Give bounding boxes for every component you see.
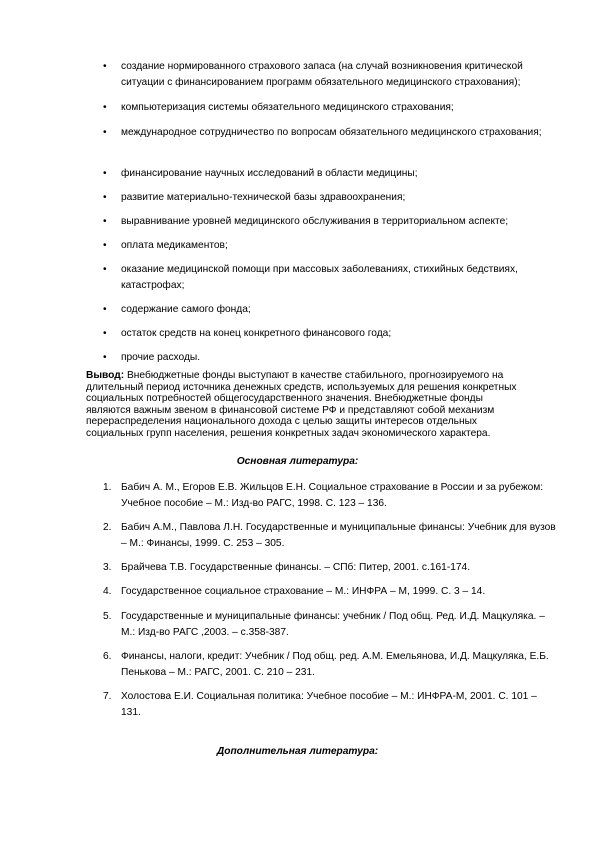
conclusion-paragraph (86, 370, 527, 440)
reference-number: 7. (103, 691, 112, 702)
list-item-text: оказание медицинской помощи при массовых заболеваниях, стихийных бедствиях, катастрофах; (121, 264, 518, 291)
reference-text: Финансы, налоги, кредит: Учебник / Под общ. ред. А.М. Емельянова, И.Д. Мацкуляка, Е.Б. Пенькова – М.: РАГС, 2001. С. 210 – 231. (121, 651, 549, 678)
conclusion-text: Внебюджетные фонды выступают в качестве стабильного, прогнозируемого на длительный период источника денежных средств, используемых для решения конкретных социальных потребностей общегосударственного значения. Внебюджетные фонды являются важным звеном в финансовой системе РФ и представляют собой механизм перераспределения национального дохода с целью защиты интересов отдельных социальных групп населения, решения конкретных задач экономического характера. (86, 370, 517, 439)
reference-text: Государственное социальное страхование – М.: ИНФРА – М, 1999. С. 3 – 14. (121, 586, 486, 597)
bullet-marker: • (103, 61, 107, 72)
list-item-text: содержание самого фонда; (121, 304, 251, 315)
list-item-text: создание нормированного страхового запаса (на случай возникновения критической ситуации с финансированием программ обязательного медицинского страхования); (121, 61, 523, 88)
reference-number: 3. (103, 562, 112, 573)
main-literature-heading: Основная литература: (236, 456, 359, 467)
reference-text: Бабич А.М., Павлова Л.Н. Государственные и муниципальные финансы: Учебник для вузов – М.: Финансы, 1999. С. 253 – 305. (121, 522, 556, 549)
list-item-text: развитие материально-технической базы здравоохранения; (121, 192, 406, 203)
reference-number: 4. (103, 586, 112, 597)
bullet-marker: • (103, 168, 107, 179)
bullet-marker: • (103, 352, 107, 363)
reference-text: Холостова Е.И. Социальная политика: Учебное пособие – М.: ИНФРА-М, 2001. С. 101 – 131. (121, 691, 537, 718)
bullet-marker: • (103, 240, 107, 251)
bullet-marker: • (103, 127, 107, 138)
bullet-marker: • (103, 328, 107, 339)
reference-number: 1. (103, 482, 112, 493)
reference-number: 5. (103, 611, 112, 622)
list-item-text: финансирование научных исследований в области медицины; (121, 168, 418, 179)
reference-text: Государственные и муниципальные финансы: учебник / Под общ. Ред. И.Д. Мацкуляка. – М.: Изд-во РАГС ,2003. – с.358-387. (121, 611, 545, 638)
conclusion-label: Вывод: (86, 370, 125, 381)
reference-text: Бабич А. М., Егоров Е.В. Жильцов Е.Н. Социальное страхование в России и за рубежом: Учебное пособие – М.: Изд-во РАГС, 1998. С. 123 – 136. (121, 482, 544, 509)
list-item-text: остаток средств на конец конкретного финансового года; (121, 328, 392, 339)
additional-literature-heading: Дополнительная литература: (216, 746, 379, 757)
bullet-marker: • (103, 102, 107, 113)
list-item-text: международное сотрудничество по вопросам обязательного медицинского страхования; (121, 127, 542, 138)
reference-number: 2. (103, 522, 112, 533)
list-item-text: оплата медикаментов; (121, 240, 228, 251)
bullet-marker: • (103, 304, 107, 315)
list-item-text: выравнивание уровней медицинского обслуживания в территориальном аспекте; (121, 216, 509, 227)
list-item-text: компьютеризация системы обязательного медицинского страхования; (121, 102, 454, 113)
list-item-text: прочие расходы. (121, 352, 201, 363)
bullet-marker: • (103, 216, 107, 227)
bullet-marker: • (103, 192, 107, 203)
bullet-marker: • (103, 264, 107, 275)
reference-number: 6. (103, 651, 112, 662)
reference-text: Брайчева Т.В. Государственные финансы. – СПб: Питер, 2001. с.161-174. (121, 562, 471, 573)
